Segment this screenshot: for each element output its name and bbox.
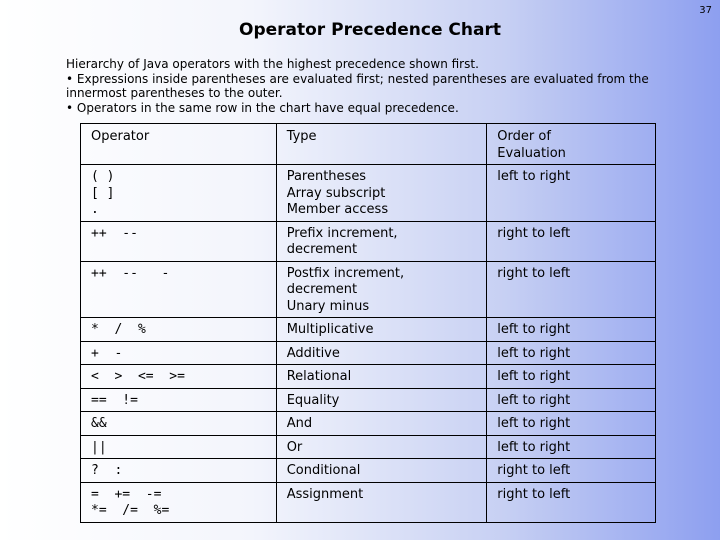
order-cell: left to right xyxy=(487,318,656,342)
type-cell: Additive xyxy=(276,341,487,365)
intro-line: Hierarchy of Java operators with the highest precedence shown first. xyxy=(66,57,479,71)
table-row xyxy=(81,435,656,459)
type-cell: Prefix increment, decrement xyxy=(276,221,487,261)
operator-cell: || xyxy=(81,435,277,459)
page-title: Operator Precedence Chart xyxy=(239,20,501,40)
intro-text xyxy=(66,57,666,115)
order-cell: right to left xyxy=(487,221,656,261)
table-row xyxy=(81,388,656,412)
intro-bullet-same-row: • Operators in the same row in the chart have equal precedence. xyxy=(66,100,459,115)
order-cell: left to right xyxy=(487,412,656,436)
table-row xyxy=(81,459,656,483)
table-row xyxy=(81,318,656,342)
table-row xyxy=(81,482,656,522)
table-row xyxy=(81,412,656,436)
type-cell: And xyxy=(276,412,487,436)
order-cell: left to right xyxy=(487,388,656,412)
table-row xyxy=(81,221,656,261)
header-type: Type xyxy=(276,124,487,165)
type-cell: Equality xyxy=(276,388,487,412)
header-operator: Operator xyxy=(81,124,277,165)
type-cell: Conditional xyxy=(276,459,487,483)
order-cell: right to left xyxy=(487,482,656,522)
table-row xyxy=(81,365,656,389)
order-cell: right to left xyxy=(487,459,656,483)
table-row xyxy=(81,165,656,222)
type-cell: Assignment xyxy=(276,482,487,522)
operator-cell: ++ -- xyxy=(81,221,277,261)
type-cell: Or xyxy=(276,435,487,459)
type-cell: Postfix increment, decrement Unary minus xyxy=(276,261,487,318)
page-number: 37 xyxy=(699,5,712,16)
type-cell: Multiplicative xyxy=(276,318,487,342)
order-cell: right to left xyxy=(487,261,656,318)
intro-bullet-parentheses: • Expressions inside parentheses are evaluated first; nested parentheses are evaluated from the innermost parentheses to the outer. xyxy=(66,71,649,100)
operator-cell: = += -= *= /= %= xyxy=(81,482,277,522)
operator-cell: + - xyxy=(81,341,277,365)
order-cell: left to right xyxy=(487,365,656,389)
table-header-row xyxy=(81,124,656,165)
order-cell: left to right xyxy=(487,435,656,459)
operator-cell: && xyxy=(81,412,277,436)
operator-cell: < > <= >= xyxy=(81,365,277,389)
operator-cell: * / % xyxy=(81,318,277,342)
operator-cell: ? : xyxy=(81,459,277,483)
operator-cell: ( ) [ ] . xyxy=(81,165,277,222)
table-row xyxy=(81,261,656,318)
type-cell: Parentheses Array subscript Member access xyxy=(276,165,487,222)
header-order: Order of Evaluation xyxy=(487,124,656,165)
type-cell: Relational xyxy=(276,365,487,389)
order-cell: left to right xyxy=(487,165,656,222)
precedence-table xyxy=(80,123,656,523)
operator-cell: ++ -- - xyxy=(81,261,277,318)
order-cell: left to right xyxy=(487,341,656,365)
table-row xyxy=(81,341,656,365)
operator-cell: == != xyxy=(81,388,277,412)
